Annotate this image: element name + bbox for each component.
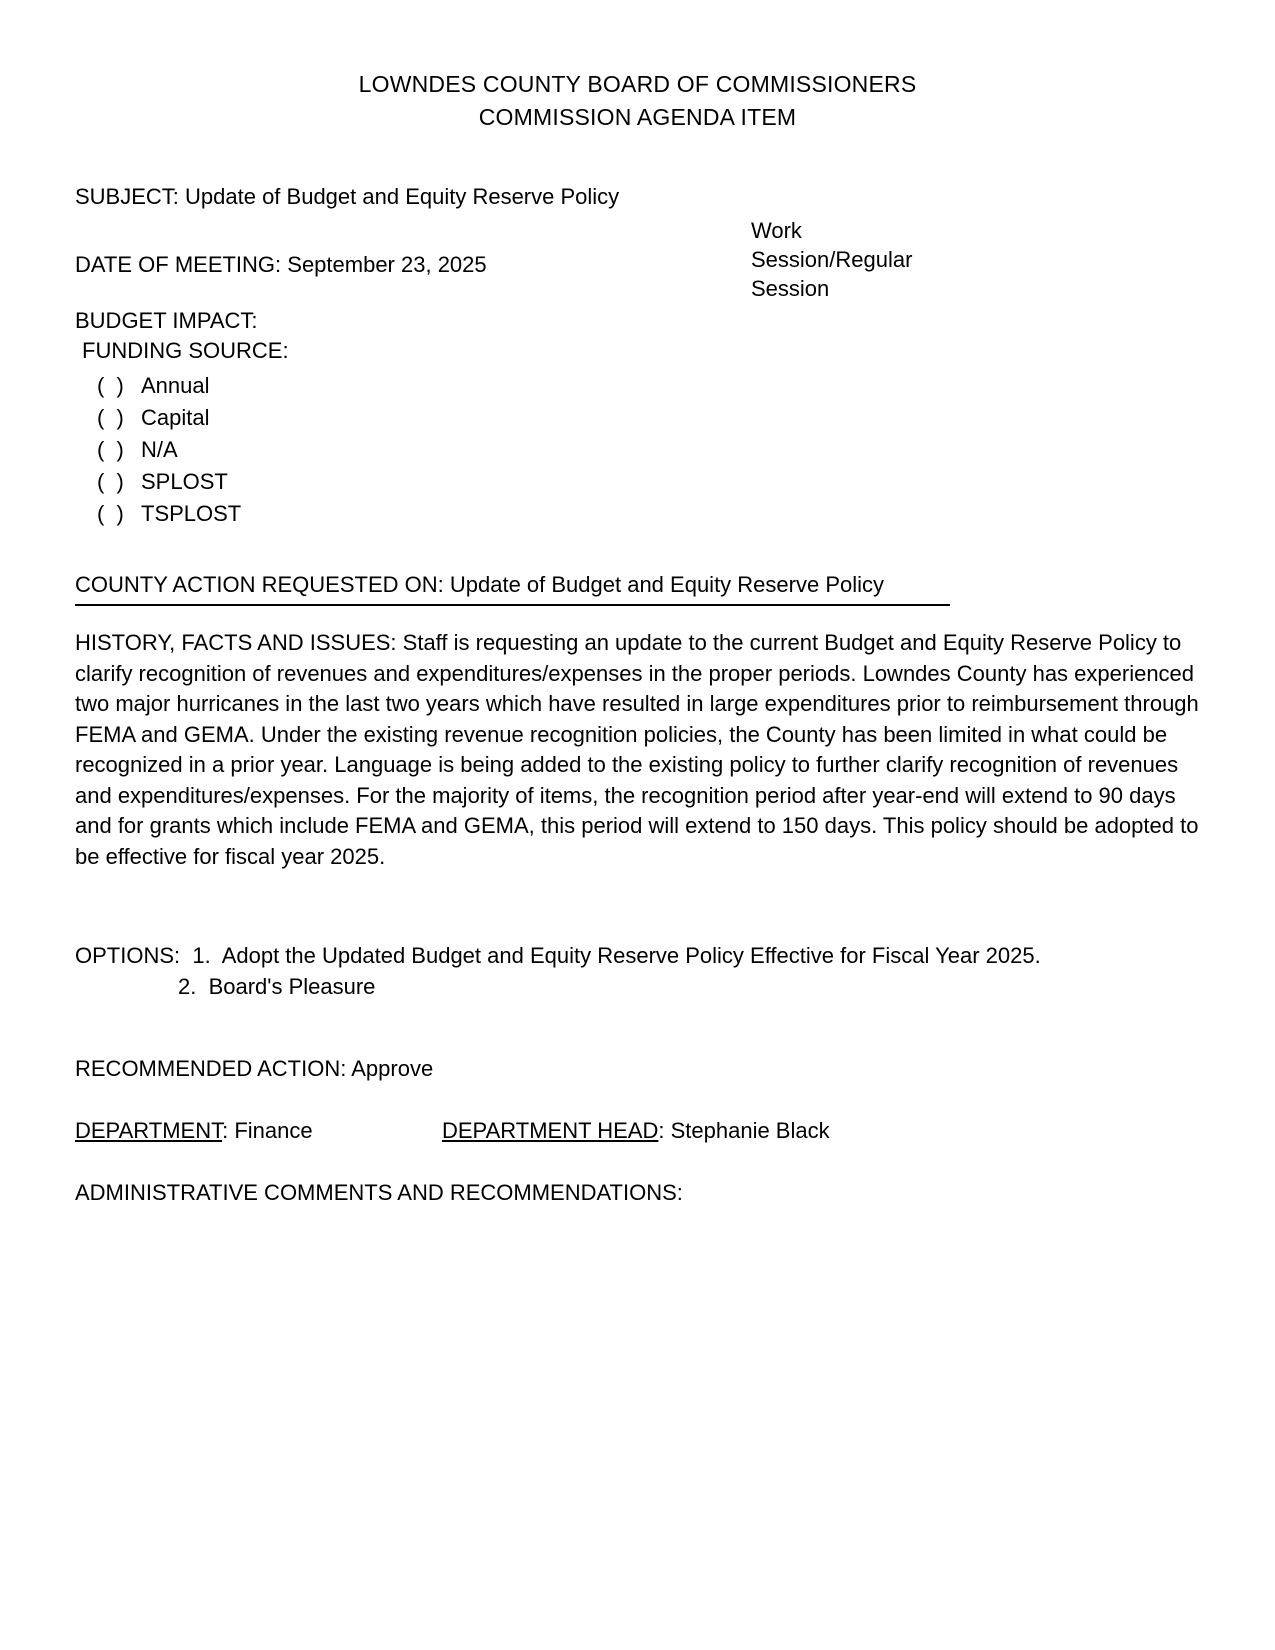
header-line-1: LOWNDES COUNTY BOARD OF COMMISSIONERS	[358, 71, 917, 97]
funding-option-label: TSPLOST	[141, 501, 242, 526]
history-facts-issues-paragraph: HISTORY, FACTS AND ISSUES: Staff is requesting an update to the current Budget and Equity Reserve Policy to clarify recognition of revenues and expenditures/expenses in the proper periods. Lowndes County has experienced two major hurricanes in the last two years which have resulted in large expenditures prior to reimbursement through FEMA and GEMA. Under the existing revenue recognition policies, the County has been limited in what could be recognized in a prior year. Language is being added to the existing policy to further clarify recognition of revenues and expenditures/expenses. For the majority of items, the recognition period after year-end will extend to 90 days and for grants which include FEMA and GEMA, this period will extend to 150 days. This policy should be adopted to be effective for fiscal year 2025.	[75, 630, 1199, 869]
subject-line: SUBJECT: Update of Budget and Equity Reserve Policy	[75, 184, 620, 209]
funding-option-capital[interactable]	[97, 402, 1207, 434]
budget-impact-label: BUDGET IMPACT:	[75, 308, 258, 333]
session-line-1: Work	[751, 218, 802, 243]
options-line-2-text: 2. Board's Pleasure	[178, 974, 376, 999]
funding-source-label: FUNDING SOURCE:	[82, 338, 289, 363]
funding-option-label: Annual	[141, 373, 210, 398]
session-line-2: Session/Regular	[751, 247, 913, 272]
checkbox-tsplost[interactable]: ( )	[97, 501, 124, 526]
administrative-comments-label: ADMINISTRATIVE COMMENTS AND RECOMMENDATIONS:	[75, 1180, 683, 1205]
document-header	[0, 0, 1275, 134]
county-action-underline-rule	[75, 604, 950, 606]
county-action-requested	[75, 570, 1207, 606]
funding-option-na[interactable]	[97, 434, 1207, 466]
session-type-block	[751, 216, 971, 303]
funding-option-splost[interactable]	[97, 466, 1207, 498]
department-field	[75, 1116, 313, 1146]
header-line-2: COMMISSION AGENDA ITEM	[478, 104, 797, 130]
checkbox-annual[interactable]: ( )	[97, 373, 124, 398]
checkbox-splost[interactable]: ( )	[97, 469, 124, 494]
funding-option-tsplost[interactable]	[97, 498, 1207, 530]
options-line-1: OPTIONS: 1. Adopt the Updated Budget and Equity Reserve Policy Effective for Fiscal Year 2025.	[75, 943, 1041, 968]
funding-source-options	[75, 370, 1207, 530]
department-row	[75, 1116, 1207, 1146]
checkbox-capital[interactable]: ( )	[97, 405, 124, 430]
options-block	[75, 940, 1207, 1002]
options-line-2	[75, 971, 1207, 1002]
recommended-action-line: RECOMMENDED ACTION: Approve	[75, 1056, 434, 1081]
checkbox-na[interactable]: ( )	[97, 437, 124, 462]
date-of-meeting-line: DATE OF MEETING: September 23, 2025	[75, 252, 487, 277]
session-line-3: Session	[751, 276, 830, 301]
document-body	[75, 182, 1207, 1208]
funding-option-label: SPLOST	[141, 469, 228, 494]
department-head-label: DEPARTMENT HEAD	[442, 1118, 659, 1143]
funding-option-label: N/A	[141, 437, 178, 462]
department-head-field	[442, 1116, 830, 1146]
department-label: DEPARTMENT	[75, 1118, 223, 1143]
department-head-value: : Stephanie Black	[658, 1118, 830, 1143]
funding-option-label: Capital	[141, 405, 210, 430]
county-action-text: COUNTY ACTION REQUESTED ON: Update of Budget and Equity Reserve Policy	[75, 572, 885, 597]
department-value: : Finance	[222, 1118, 313, 1143]
funding-option-annual[interactable]	[97, 370, 1207, 402]
